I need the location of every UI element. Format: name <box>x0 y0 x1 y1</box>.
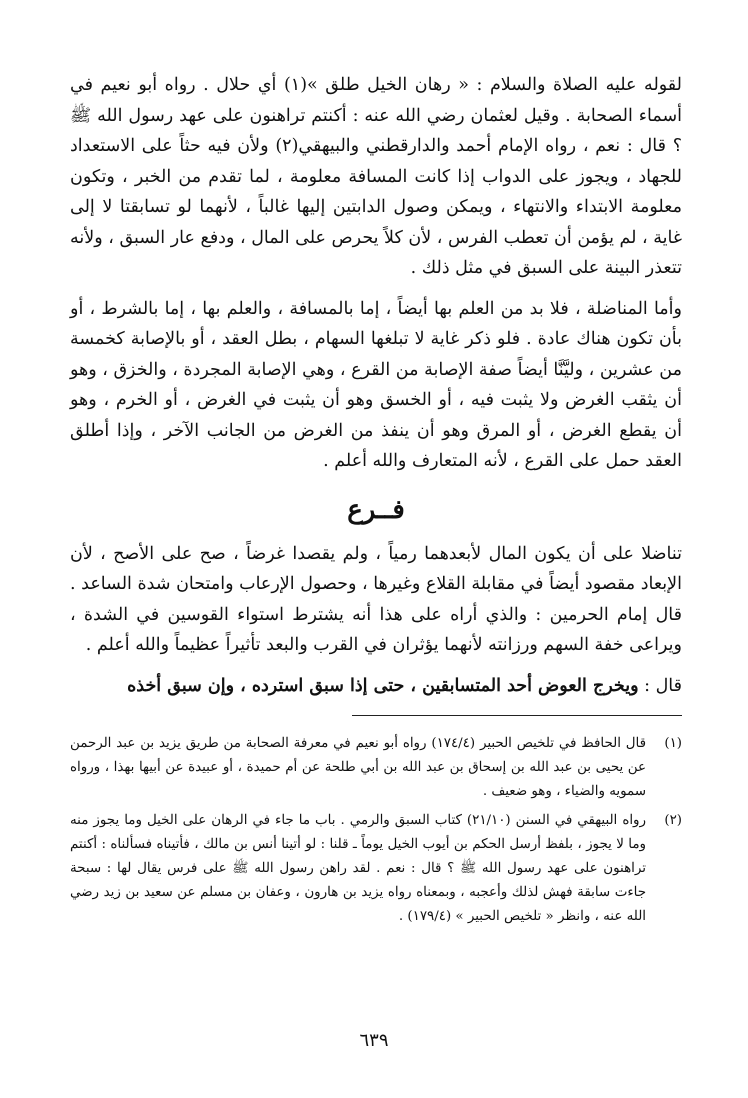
footnote-separator-wrap <box>70 715 682 716</box>
page-body <box>70 70 682 934</box>
paragraph-4-matn: ويخرج العوض أحد المتسابقين ، حتى إذا سبق استرده ، وإن سبق أخذه <box>127 675 639 696</box>
footnote-2-number: (٢) <box>664 812 682 828</box>
section-heading: فــرع <box>347 494 405 525</box>
footnote-2 <box>70 809 682 930</box>
paragraph-4 <box>70 671 682 702</box>
paragraph-2: وأما المناضلة ، فلا بد من العلم بها أيضاً ، إما بالمسافة ، والعلم بها ، إما بالشرط ، أو بأن تكون هناك عادة . فلو ذكر غاية لا تبلغها السهام ، بطل العقد ، أو بالإصابة كخمسة من عشرين ، وليَّنَّا أيضاً صفة الإصابة من القرع ، وهي الإصابة المجردة ، والخزق ، وهو أن يثقب الغرض ولا يثبت فيه ، أو الخسق وهو أن يثبت في الغرض ، أو الخرم ، وهو أن يقطع الغرض ، أو المرق وهو أن ينفذ من الغرض من الجانب الآخر ، وإذا أطلق العقد حمل على القرع ، لأنه المتعارف والله أعلم . <box>69 298 682 471</box>
footnotes <box>70 732 682 930</box>
footnote-1-number: (١) <box>664 736 682 751</box>
paragraph-3 <box>70 539 682 661</box>
paragraph-1: لقوله عليه الصلاة والسلام : « رهان الخيل طلق »(١) أي حلال . رواه أبو نعيم في أسماء الصحابة . وقيل لعثمان رضي الله عنه : أكنتم تراهنون على عهد رسول الله ﷺ ؟ قال : نعم ، رواه الإمام أحمد والدارقطني والبيهقي(٢) ولأن فيه حثاً على الاستعداد للجهاد ، ويجوز على الدواب إذا كانت المسافة معلومة ، لما تقدم من الخبر ، وتكون معلومة الابتداء والانتهاء ، ويمكن وصول الدابتين إليها غالباً ، لأنهما لو تسابقتا لا إلى غاية ، لم يؤمن أن تعطب الفرس ، لأن كلاً يحرص على المال ، ودفع عار السبق ، ولأنه تتعذر البينة على السبق في مثل ذلك . <box>70 75 682 278</box>
page-number: ٦٣٩ <box>359 1030 389 1051</box>
footnote-2-text: رواه البيهقي في السنن (٢١/١٠) كتاب السبق والرمي . باب ما جاء في الرهان على الخيل وما يجوز منه وما لا يجوز ، بلفظ أرسل الحكم بن أيوب الخيل يوماً ـ قلنا : لو أتينا أنس بن مالك ، فأتيناه فسألناه : أكنتم تراهنون على عهد رسول الله ﷺ ؟ قال : نعم . لقد راهن رسول الله ﷺ على فرس يقال لها : سبحة جاءت سابقة فهش لذلك وأعجبه ، وبمعناه رواه يزيد بن هارون ، وعفان بن مسلم عن سعيد بن زيد رضي الله عنه ، وانظر « تلخيص الحبير » (١٧٩/٤) . <box>70 812 646 925</box>
footnote-1 <box>70 732 682 805</box>
paragraph-3-text: تناضلا على أن يكون المال لأبعدهما رمياً ، ولم يقصدا غرضاً ، صح على الأصح ، لأن الإبعاد مقصود أيضاً في مقابلة القلاع وغيرها ، وحصول الإرعاب وامتحان شدة الساعد . قال إمام الحرمين : والذي أراه على هذا أنه يشترط استواء القوسين في الشدة ، ويراعى خفة السهم ورزانته لأنهما يؤثران في القرب والبعد تأثيراً عظيماً والله أعلم . <box>70 543 682 655</box>
footnote-separator <box>352 715 682 716</box>
footnote-1-text: قال الحافظ في تلخيص الحبير (١٧٤/٤) رواه أبو نعيم في معرفة الصحابة من طريق يزيد بن عبد الرحمن عن يحيى بن عبد الله بن إسحاق بن عبد الله بن أبي طلحة عن أم حميدة ، أو عبيدة عن أبيها بهذا ، ورواه سمويه والضياء ، وهو ضعيف . <box>70 736 646 800</box>
paragraph-4-lead: قال : <box>644 675 682 696</box>
